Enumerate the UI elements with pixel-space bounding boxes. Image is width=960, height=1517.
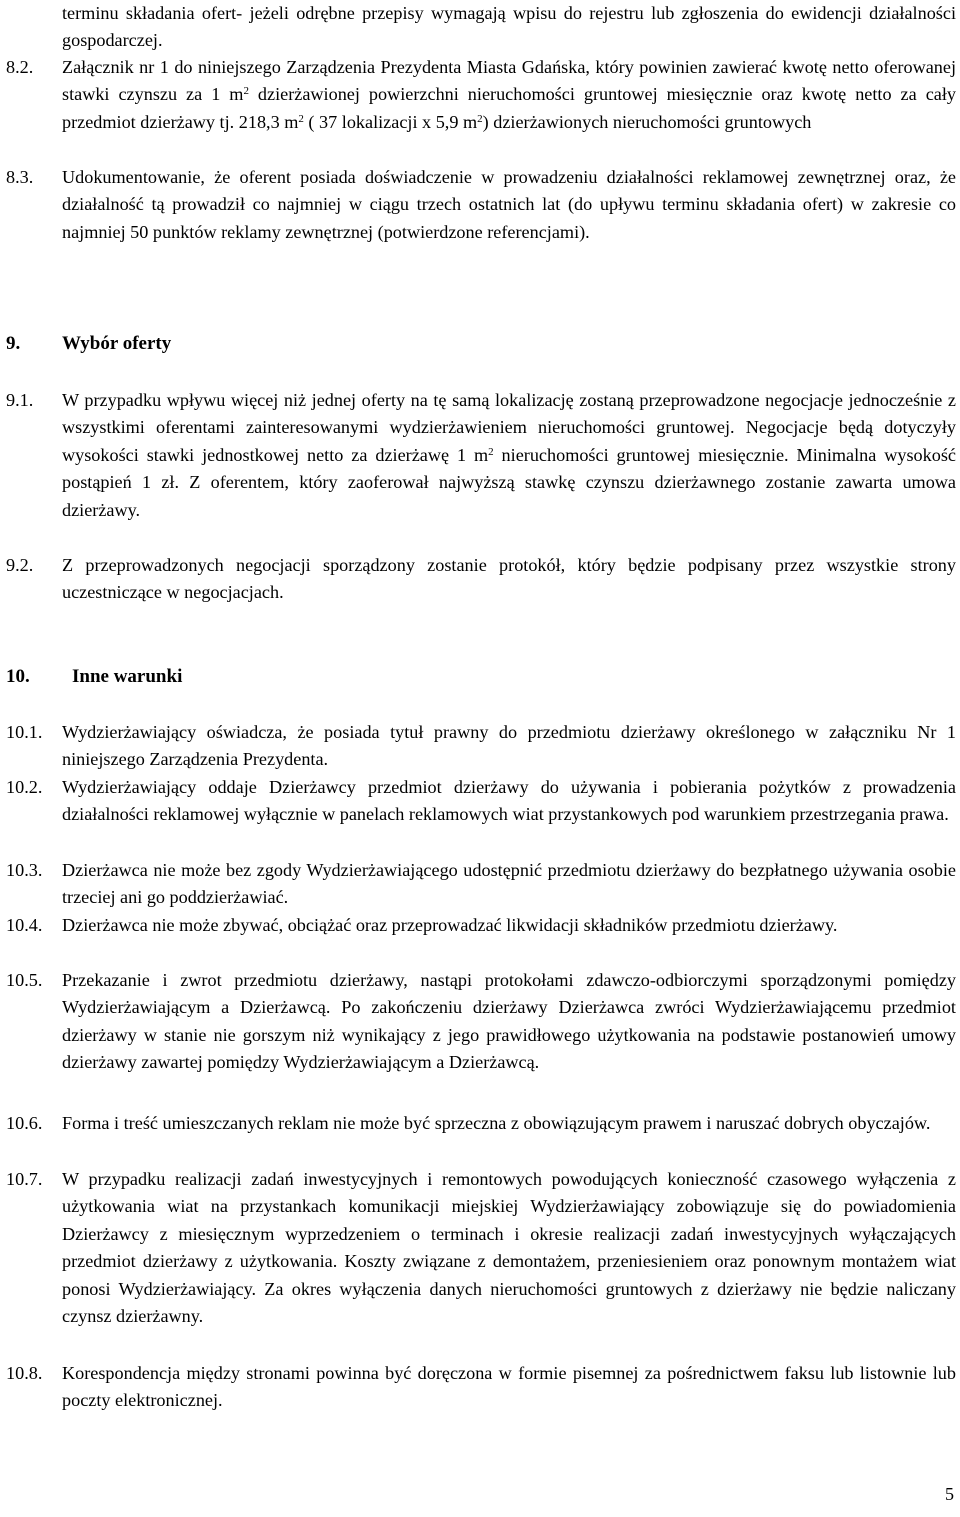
- item-text: Korespondencja między stronami powinna być doręczona w formie pisemnej za pośrednictwem faksu lub listownie lub poczty elektronicznej.: [62, 1363, 956, 1411]
- item-text: Forma i treść umieszczanych reklam nie może być sprzeczna z obowiązującym prawem i naruszać dobrych obyczajów.: [62, 1113, 931, 1133]
- item-9-1: [6, 387, 956, 524]
- item-number: 10.2.: [6, 777, 43, 797]
- item-number: 10.3.: [6, 860, 43, 880]
- item-text: Wydzierżawiający oddaje Dzierżawcy przedmiot dzierżawy do używania i pobierania pożytków z prowadzenia działalności reklamowej wyłącznie w panelach reklamowych wiat przystankowych pod warunkiem przestrzegania prawa.: [62, 777, 956, 825]
- item-10-1: [6, 719, 956, 774]
- item-text: Załącznik nr 1 do niniejszego Zarządzenia Prezydenta Miasta Gdańska, który powinien zawierać kwotę netto oferowanej stawki czynszu za 1 $m^2$ dzierżawionej powierzchni nieruchomości gruntowej miesięcznie oraz kwotę netto za cały przedmiot dzierżawy tj. 218,3 $m^2$ ( 37 lokalizacji x 5,9 $m^2$) dzierżawionych nieruchomości gruntowych: [62, 57, 956, 132]
- item-number: 10.4.: [6, 915, 43, 935]
- item-8-3: [6, 164, 956, 246]
- item-10-5: [6, 967, 956, 1077]
- item-9-2: [6, 552, 956, 607]
- section-title: Inne warunki: [72, 666, 183, 687]
- item-10-2: [6, 774, 956, 829]
- item-10-4: [6, 912, 956, 939]
- item-text: Dzierżawca nie może zbywać, obciążać oraz przeprowadzać likwidacji składników przedmiotu dzierżawy.: [62, 915, 838, 935]
- section-9-heading: [6, 330, 171, 358]
- item-number: 10.8.: [6, 1363, 43, 1383]
- item-text: W przypadku wpływu więcej niż jednej oferty na tę samą lokalizację zostaną przeprowadzone negocjacje jednocześnie z wszystkimi oferentami zainteresowanymi wydzierżawieniem nieruchomości gruntowej. Negocjacje będą dotyczyły wysokości stawki jednostkowej netto za dzierżawę 1 $m^2$ nieruchomości gruntowej miesięcznie. Minimalna wysokość postąpień 1 zł. Z oferentem, który zaoferował najwyższą stawkę czynszu dzierżawnego zostanie zawarta umowa dzierżawy.: [62, 390, 956, 520]
- item-number: 8.3.: [6, 167, 34, 187]
- item-text: Dzierżawca nie może bez zgody Wydzierżawiającego udostępnić przedmiotu dzierżawy do bezpłatnego używania osobie trzeciej ani go poddzierżawiać.: [62, 860, 956, 908]
- item-number: 8.2.: [6, 57, 34, 77]
- section-number: 10.: [6, 666, 30, 687]
- item-number: 9.2.: [6, 555, 34, 575]
- section-title: Wybór oferty: [62, 333, 172, 354]
- item-text: Udokumentowanie, że oferent posiada doświadczenie w prowadzeniu działalności reklamowej zewnętrznej oraz, że działalność tą prowadził co najmniej w ciągu trzech ostatnich lat (do upływu terminu składania ofert) w zakresie co najmniej 50 punktów reklamy zewnętrznej (potwierdzone referencjami).: [62, 167, 956, 242]
- item-number: 10.7.: [6, 1169, 43, 1189]
- item-number: 10.1.: [6, 722, 43, 742]
- section-number: 9.: [6, 333, 21, 354]
- page-number: 5: [945, 1484, 954, 1504]
- item-number: 10.5.: [6, 970, 43, 990]
- item-10-6: [6, 1110, 956, 1137]
- item-text: W przypadku realizacji zadań inwestycyjnych i remontowych powodujących konieczność czasowego wyłączenia z użytkowania wiat na przystankach komunikacji miejskiej Wydzierżawiający zobowiązuje się do powiadomienia Dzierżawcy z miesięcznym wyprzedzeniem o terminach i okresie realizacji zadań inwestycyjnych wyłączających przedmiot dzierżawy z użytkowania. Koszty związane z demontażem, przeniesieniem oraz ponownym montażem wiat ponosi Wydzierżawiający. Za okres wyłączenia danych nieruchomości gruntowych z dzierżawy nie będzie naliczany czynsz dzierżawny.: [62, 1169, 956, 1327]
- item-text: Wydzierżawiający oświadcza, że posiada tytuł prawny do przedmiotu dzierżawy określonego w załączniku Nr 1 niniejszego Zarządzenia Prezydenta.: [62, 722, 956, 770]
- item-text: Przekazanie i zwrot przedmiotu dzierżawy, nastąpi protokołami zdawczo-odbiorczymi sporządzonymi pomiędzy Wydzierżawiającym a Dzierżawcą. Po zakończeniu dzierżawy Dzierżawca zwróci Wydzierżawiającemu przedmiot dzierżawy w stanie nie gorszym niż wynikający z jego prawidłowego użytkowania na podstawie postanowień umowy dzierżawy zawartej pomiędzy Wydzierżawiającym a Dzierżawcą.: [62, 970, 956, 1073]
- item-number: 10.6.: [6, 1113, 43, 1133]
- item-8-2: [6, 54, 956, 136]
- item-10-7: [6, 1166, 956, 1330]
- item-10-3: [6, 857, 956, 912]
- section-10-heading: [6, 663, 182, 691]
- item-text: Z przeprowadzonych negocjacji sporządzony zostanie protokół, który będzie podpisany przez wszystkie strony uczestniczące w negocjacjach.: [62, 555, 956, 603]
- continuation-paragraph: [6, 0, 956, 55]
- continuation-text: terminu składania ofert- jeżeli odrębne przepisy wymagają wpisu do rejestru lub zgłoszenia do ewidencji działalności gospodarczej.: [62, 3, 956, 51]
- item-number: 9.1.: [6, 390, 34, 410]
- item-10-8: [6, 1360, 956, 1415]
